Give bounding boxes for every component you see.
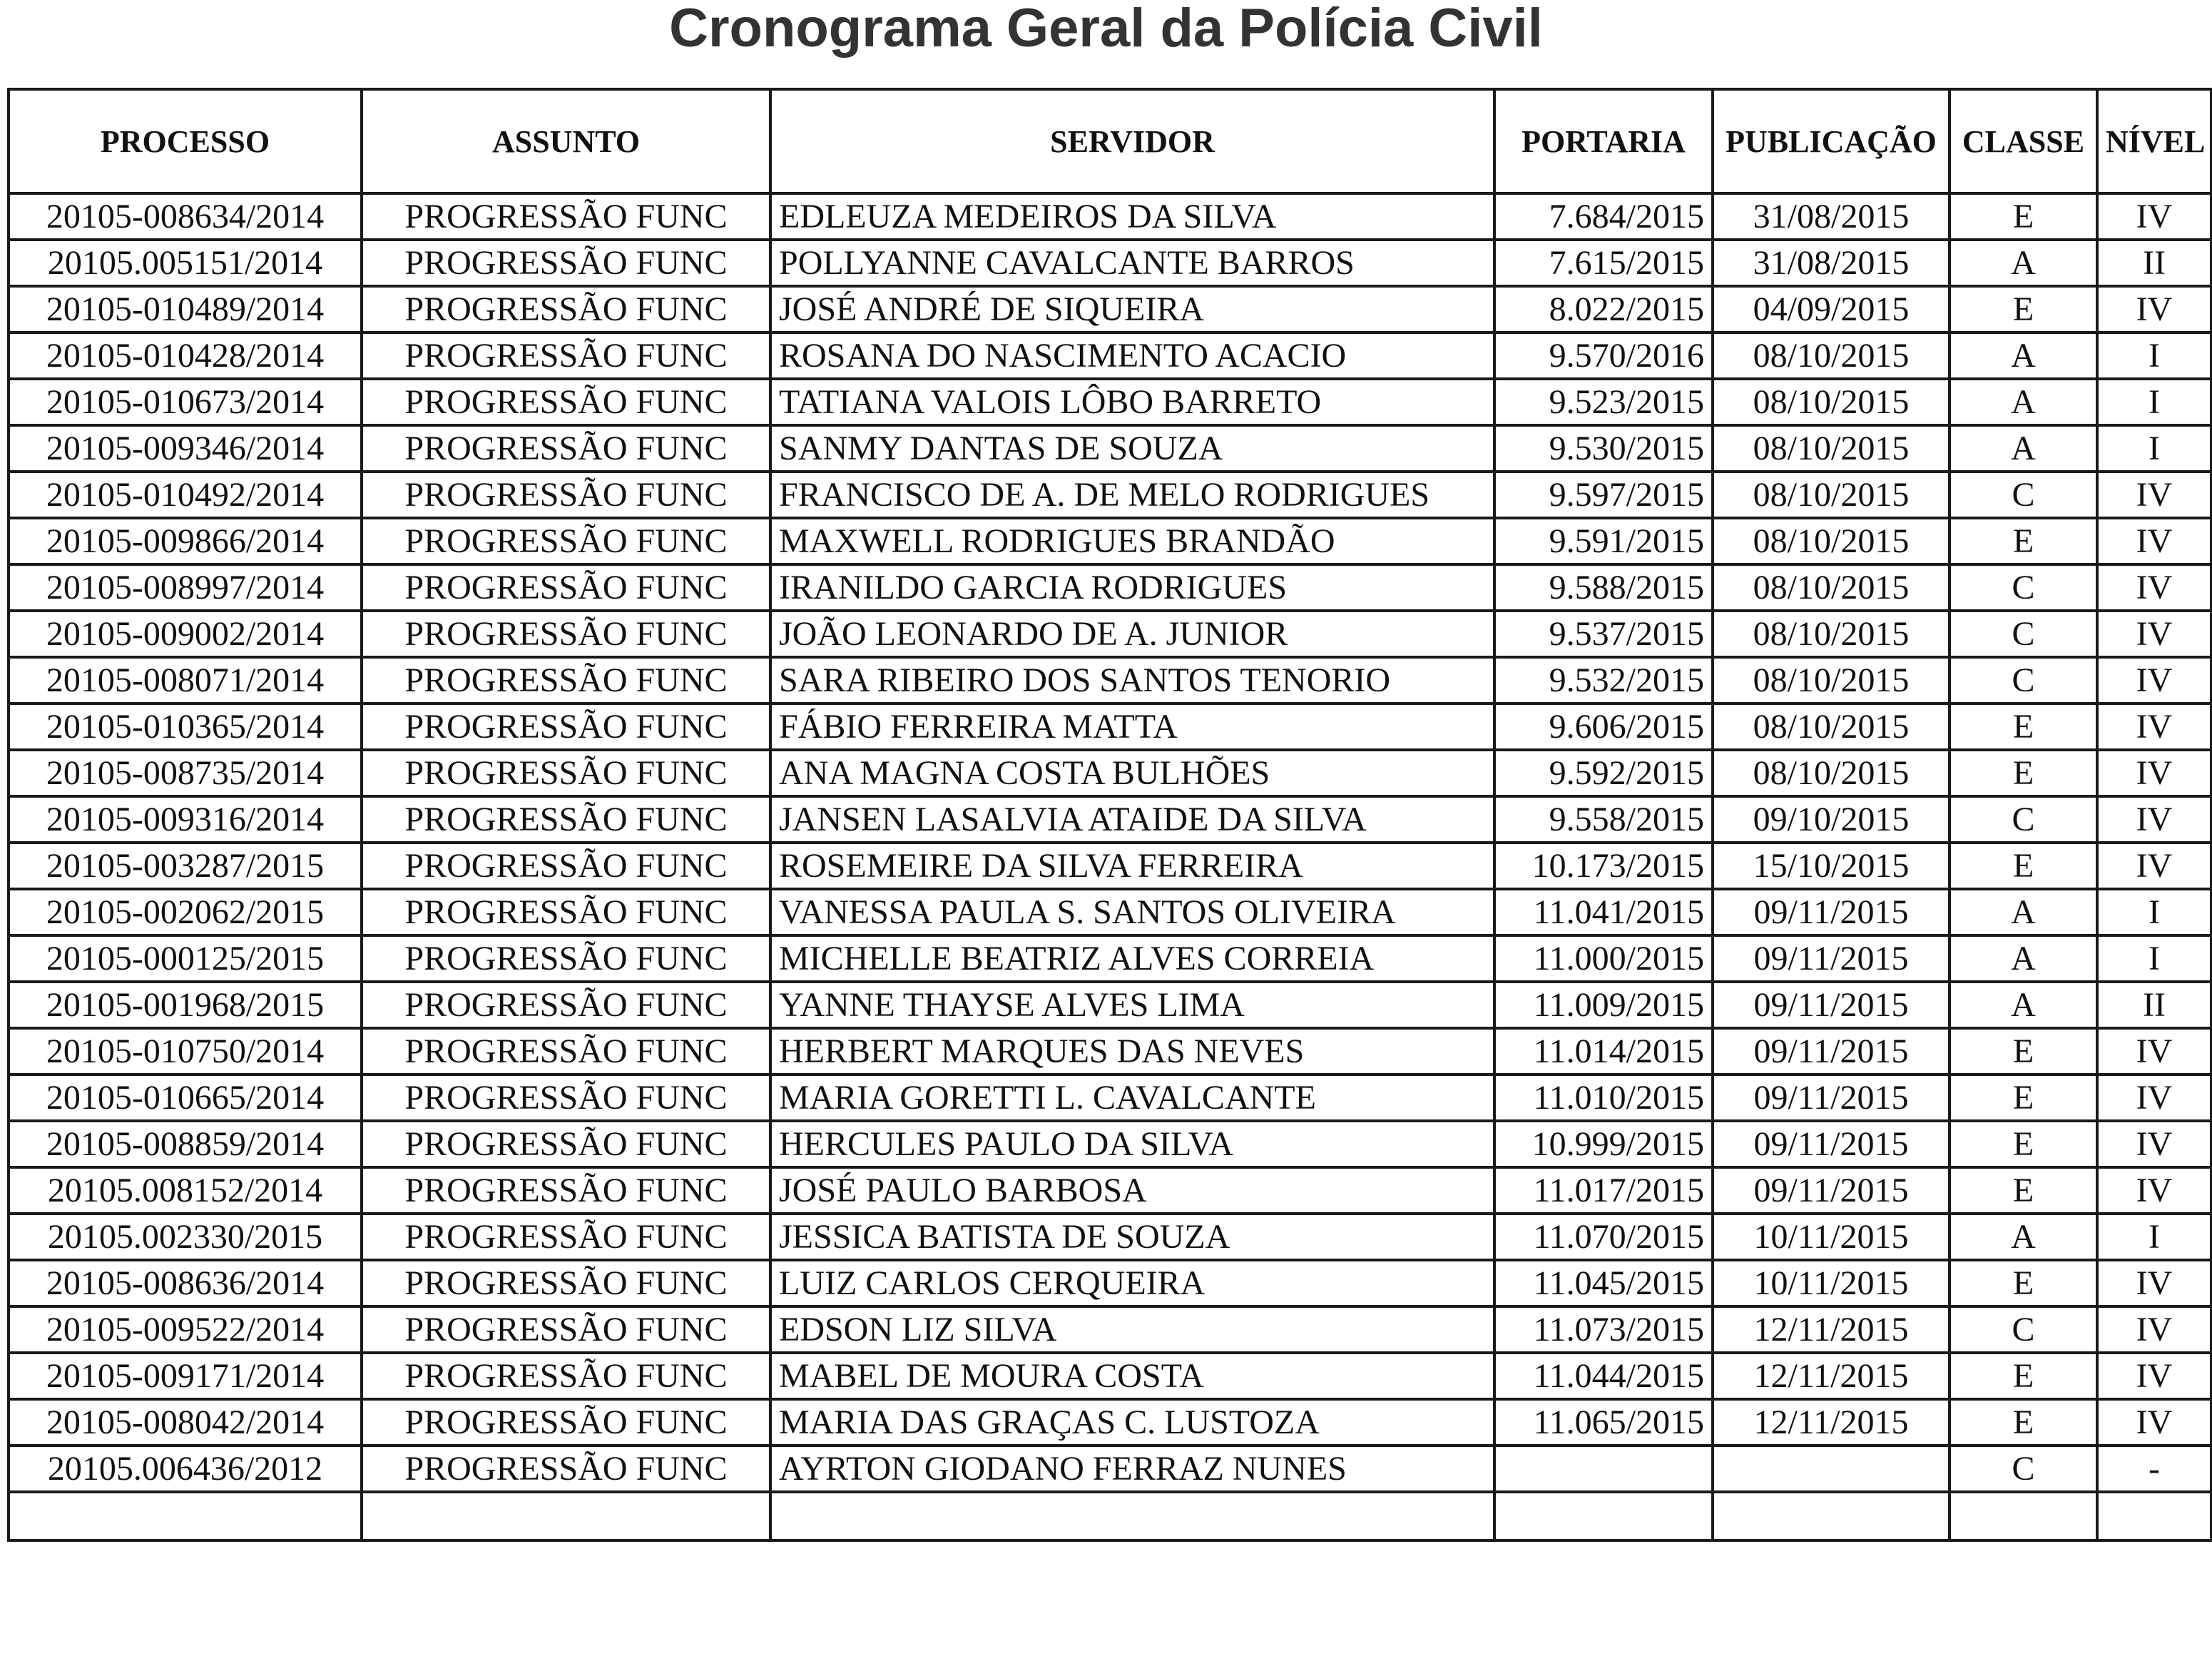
cell-portaria: 9.570/2016 bbox=[1494, 332, 1713, 379]
cell-assunto: PROGRESSÃO FUNC bbox=[362, 1075, 770, 1121]
cell-classe: A bbox=[1949, 240, 2097, 286]
cell-servidor: MICHELLE BEATRIZ ALVES CORREIA bbox=[770, 935, 1494, 982]
cell-processo: 20105-010365/2014 bbox=[9, 703, 362, 750]
table-row bbox=[9, 935, 2211, 982]
cell-nivel: I bbox=[2097, 379, 2211, 425]
cell-assunto: PROGRESSÃO FUNC bbox=[362, 564, 770, 611]
cell-processo: 20105-003287/2015 bbox=[9, 843, 362, 889]
table-row bbox=[9, 750, 2211, 796]
cell-portaria: 8.022/2015 bbox=[1494, 286, 1713, 332]
cell-classe: E bbox=[1949, 750, 2097, 796]
cell-classe: C bbox=[1949, 657, 2097, 703]
cell-processo: 20105-008997/2014 bbox=[9, 564, 362, 611]
header-classe: CLASSE bbox=[1949, 89, 2097, 193]
table-row bbox=[9, 982, 2211, 1028]
cell-assunto: PROGRESSÃO FUNC bbox=[362, 1214, 770, 1260]
table-row bbox=[9, 1306, 2211, 1353]
cell-publicacao: 15/10/2015 bbox=[1713, 843, 1949, 889]
cell-servidor: SANMY DANTAS DE SOUZA bbox=[770, 425, 1494, 472]
cell-processo: 20105-008636/2014 bbox=[9, 1260, 362, 1306]
cell-publicacao bbox=[1713, 1446, 1949, 1492]
cell-portaria: 11.009/2015 bbox=[1494, 982, 1713, 1028]
cell-nivel: IV bbox=[2097, 611, 2211, 657]
cell-assunto: PROGRESSÃO FUNC bbox=[362, 982, 770, 1028]
cell-processo: 20105-010665/2014 bbox=[9, 1075, 362, 1121]
table-row bbox=[9, 193, 2211, 240]
cell-assunto: PROGRESSÃO FUNC bbox=[362, 1028, 770, 1075]
cell-assunto: PROGRESSÃO FUNC bbox=[362, 1399, 770, 1446]
cell-publicacao: 09/11/2015 bbox=[1713, 1075, 1949, 1121]
cell-classe: A bbox=[1949, 332, 2097, 379]
cell-assunto: PROGRESSÃO FUNC bbox=[362, 518, 770, 564]
cell-assunto: PROGRESSÃO FUNC bbox=[362, 1446, 770, 1492]
cell-nivel: IV bbox=[2097, 1028, 2211, 1075]
cell-assunto: PROGRESSÃO FUNC bbox=[362, 425, 770, 472]
cell-publicacao: 09/11/2015 bbox=[1713, 1167, 1949, 1214]
cell-servidor: SARA RIBEIRO DOS SANTOS TENORIO bbox=[770, 657, 1494, 703]
header-portaria: PORTARIA bbox=[1494, 89, 1713, 193]
cell-publicacao: 09/11/2015 bbox=[1713, 982, 1949, 1028]
cell-assunto: PROGRESSÃO FUNC bbox=[362, 1306, 770, 1353]
cell-publicacao: 08/10/2015 bbox=[1713, 657, 1949, 703]
cell-processo: 20105-010492/2014 bbox=[9, 472, 362, 518]
cell-processo: 20105-010489/2014 bbox=[9, 286, 362, 332]
cell-portaria: 7.615/2015 bbox=[1494, 240, 1713, 286]
cell-nivel: II bbox=[2097, 240, 2211, 286]
cell-portaria: 9.532/2015 bbox=[1494, 657, 1713, 703]
page-title: Cronograma Geral da Polícia Civil bbox=[669, 0, 1543, 59]
table-row bbox=[9, 286, 2211, 332]
header-assunto: ASSUNTO bbox=[362, 89, 770, 193]
cell-portaria: 11.065/2015 bbox=[1494, 1399, 1713, 1446]
cell-classe: E bbox=[1949, 703, 2097, 750]
cell-processo: 20105.005151/2014 bbox=[9, 240, 362, 286]
cell-classe: E bbox=[1949, 843, 2097, 889]
cell-nivel: I bbox=[2097, 935, 2211, 982]
cell-portaria: 9.537/2015 bbox=[1494, 611, 1713, 657]
table-row bbox=[9, 843, 2211, 889]
cell-portaria: 9.606/2015 bbox=[1494, 703, 1713, 750]
cell-processo: 20105-009346/2014 bbox=[9, 425, 362, 472]
table-row bbox=[9, 332, 2211, 379]
cell-publicacao: 09/10/2015 bbox=[1713, 796, 1949, 843]
cell-servidor: TATIANA VALOIS LÔBO BARRETO bbox=[770, 379, 1494, 425]
cell-processo: 20105-009522/2014 bbox=[9, 1306, 362, 1353]
cell-servidor: FRANCISCO DE A. DE MELO RODRIGUES bbox=[770, 472, 1494, 518]
cell-servidor: YANNE THAYSE ALVES LIMA bbox=[770, 982, 1494, 1028]
cell-servidor: JESSICA BATISTA DE SOUZA bbox=[770, 1214, 1494, 1260]
cell-portaria: 11.045/2015 bbox=[1494, 1260, 1713, 1306]
table-row bbox=[9, 472, 2211, 518]
cell-assunto: PROGRESSÃO FUNC bbox=[362, 332, 770, 379]
table-row bbox=[9, 1446, 2211, 1492]
cell-assunto: PROGRESSÃO FUNC bbox=[362, 657, 770, 703]
cell-servidor: POLLYANNE CAVALCANTE BARROS bbox=[770, 240, 1494, 286]
cell-publicacao: 08/10/2015 bbox=[1713, 611, 1949, 657]
cell-classe: E bbox=[1949, 1028, 2097, 1075]
cell-publicacao: 31/08/2015 bbox=[1713, 240, 1949, 286]
cell-servidor: ANA MAGNA COSTA BULHÕES bbox=[770, 750, 1494, 796]
cell-assunto: PROGRESSÃO FUNC bbox=[362, 1167, 770, 1214]
cell-publicacao: 31/08/2015 bbox=[1713, 193, 1949, 240]
cell-assunto: PROGRESSÃO FUNC bbox=[362, 193, 770, 240]
cell-classe: C bbox=[1949, 472, 2097, 518]
cell-processo: 20105-008042/2014 bbox=[9, 1399, 362, 1446]
cell-servidor: JOÃO LEONARDO DE A. JUNIOR bbox=[770, 611, 1494, 657]
cell-nivel: IV bbox=[2097, 286, 2211, 332]
cell-publicacao bbox=[1713, 1492, 1949, 1540]
cell-nivel: IV bbox=[2097, 193, 2211, 240]
cell-portaria: 11.073/2015 bbox=[1494, 1306, 1713, 1353]
cell-processo: 20105.006436/2012 bbox=[9, 1446, 362, 1492]
cell-classe: E bbox=[1949, 1121, 2097, 1167]
cell-publicacao: 12/11/2015 bbox=[1713, 1306, 1949, 1353]
cell-nivel: IV bbox=[2097, 1399, 2211, 1446]
cell-assunto: PROGRESSÃO FUNC bbox=[362, 935, 770, 982]
cell-processo: 20105.008152/2014 bbox=[9, 1167, 362, 1214]
cell-assunto: PROGRESSÃO FUNC bbox=[362, 472, 770, 518]
cell-classe: E bbox=[1949, 286, 2097, 332]
cell-processo: 20105-008071/2014 bbox=[9, 657, 362, 703]
cell-publicacao: 08/10/2015 bbox=[1713, 564, 1949, 611]
cell-classe: C bbox=[1949, 564, 2097, 611]
cell-classe: A bbox=[1949, 425, 2097, 472]
cell-portaria: 9.591/2015 bbox=[1494, 518, 1713, 564]
cell-nivel: I bbox=[2097, 332, 2211, 379]
cell-processo: 20105-010750/2014 bbox=[9, 1028, 362, 1075]
cell-processo: 20105-001968/2015 bbox=[9, 982, 362, 1028]
table-row bbox=[9, 1167, 2211, 1214]
cell-processo: 20105.002330/2015 bbox=[9, 1214, 362, 1260]
cell-assunto: PROGRESSÃO FUNC bbox=[362, 1121, 770, 1167]
table-row bbox=[9, 889, 2211, 935]
cronograma-table bbox=[7, 88, 2212, 1542]
cell-servidor: EDLEUZA MEDEIROS DA SILVA bbox=[770, 193, 1494, 240]
cell-classe bbox=[1949, 1492, 2097, 1540]
table-row bbox=[9, 379, 2211, 425]
cell-servidor: EDSON LIZ SILVA bbox=[770, 1306, 1494, 1353]
cell-processo: 20105-009002/2014 bbox=[9, 611, 362, 657]
cell-portaria: 9.530/2015 bbox=[1494, 425, 1713, 472]
cell-assunto: PROGRESSÃO FUNC bbox=[362, 286, 770, 332]
cell-portaria bbox=[1494, 1492, 1713, 1540]
cell-portaria: 9.523/2015 bbox=[1494, 379, 1713, 425]
cell-nivel: I bbox=[2097, 425, 2211, 472]
cell-portaria: 11.000/2015 bbox=[1494, 935, 1713, 982]
cell-portaria: 11.044/2015 bbox=[1494, 1353, 1713, 1399]
cell-classe: C bbox=[1949, 611, 2097, 657]
cell-processo: 20105-009171/2014 bbox=[9, 1353, 362, 1399]
table-row bbox=[9, 657, 2211, 703]
cell-assunto: PROGRESSÃO FUNC bbox=[362, 611, 770, 657]
cell-portaria: 10.173/2015 bbox=[1494, 843, 1713, 889]
cell-nivel: IV bbox=[2097, 1353, 2211, 1399]
cell-portaria: 11.041/2015 bbox=[1494, 889, 1713, 935]
cell-nivel: IV bbox=[2097, 843, 2211, 889]
table-row bbox=[9, 1214, 2211, 1260]
cell-nivel: IV bbox=[2097, 796, 2211, 843]
cell-classe: A bbox=[1949, 935, 2097, 982]
cell-assunto: PROGRESSÃO FUNC bbox=[362, 703, 770, 750]
cell-assunto: PROGRESSÃO FUNC bbox=[362, 750, 770, 796]
cell-nivel: IV bbox=[2097, 518, 2211, 564]
cell-servidor: LUIZ CARLOS CERQUEIRA bbox=[770, 1260, 1494, 1306]
cell-nivel bbox=[2097, 1492, 2211, 1540]
table-row bbox=[9, 703, 2211, 750]
cell-servidor: MARIA DAS GRAÇAS C. LUSTOZA bbox=[770, 1399, 1494, 1446]
cell-servidor: MARIA GORETTI L. CAVALCANTE bbox=[770, 1075, 1494, 1121]
cell-classe: E bbox=[1949, 1075, 2097, 1121]
cell-publicacao: 09/11/2015 bbox=[1713, 1121, 1949, 1167]
cell-nivel: IV bbox=[2097, 1167, 2211, 1214]
cell-classe: A bbox=[1949, 889, 2097, 935]
cell-servidor: ROSEMEIRE DA SILVA FERREIRA bbox=[770, 843, 1494, 889]
cell-servidor: HERBERT MARQUES DAS NEVES bbox=[770, 1028, 1494, 1075]
cell-servidor: IRANILDO GARCIA RODRIGUES bbox=[770, 564, 1494, 611]
table-row bbox=[9, 564, 2211, 611]
cell-servidor: VANESSA PAULA S. SANTOS OLIVEIRA bbox=[770, 889, 1494, 935]
cell-publicacao: 12/11/2015 bbox=[1713, 1353, 1949, 1399]
cell-classe: C bbox=[1949, 1446, 2097, 1492]
cell-processo: 20105-000125/2015 bbox=[9, 935, 362, 982]
cell-classe: E bbox=[1949, 1399, 2097, 1446]
cell-portaria: 10.999/2015 bbox=[1494, 1121, 1713, 1167]
cell-nivel: I bbox=[2097, 1214, 2211, 1260]
table-row bbox=[9, 425, 2211, 472]
table-row bbox=[9, 1075, 2211, 1121]
cell-processo: 20105-010673/2014 bbox=[9, 379, 362, 425]
cell-nivel: IV bbox=[2097, 1075, 2211, 1121]
cell-portaria: 7.684/2015 bbox=[1494, 193, 1713, 240]
cell-processo: 20105-009316/2014 bbox=[9, 796, 362, 843]
cell-processo: 20105-008735/2014 bbox=[9, 750, 362, 796]
table-body bbox=[9, 193, 2211, 1540]
cell-classe: A bbox=[1949, 379, 2097, 425]
table-row bbox=[9, 1121, 2211, 1167]
cell-processo: 20105-008859/2014 bbox=[9, 1121, 362, 1167]
cell-nivel: IV bbox=[2097, 657, 2211, 703]
cell-classe: C bbox=[1949, 1306, 2097, 1353]
table-row bbox=[9, 518, 2211, 564]
table-row bbox=[9, 1260, 2211, 1306]
cell-assunto: PROGRESSÃO FUNC bbox=[362, 796, 770, 843]
cell-classe: E bbox=[1949, 518, 2097, 564]
cell-classe: A bbox=[1949, 982, 2097, 1028]
cell-assunto: PROGRESSÃO FUNC bbox=[362, 1353, 770, 1399]
table-row bbox=[9, 1399, 2211, 1446]
cell-nivel: - bbox=[2097, 1446, 2211, 1492]
cell-servidor: FÁBIO FERREIRA MATTA bbox=[770, 703, 1494, 750]
cell-publicacao: 09/11/2015 bbox=[1713, 1028, 1949, 1075]
cell-servidor: JOSÉ ANDRÉ DE SIQUEIRA bbox=[770, 286, 1494, 332]
cell-portaria: 11.017/2015 bbox=[1494, 1167, 1713, 1214]
cell-servidor: MABEL DE MOURA COSTA bbox=[770, 1353, 1494, 1399]
cell-assunto: PROGRESSÃO FUNC bbox=[362, 889, 770, 935]
cell-classe: E bbox=[1949, 1167, 2097, 1214]
cell-publicacao: 12/11/2015 bbox=[1713, 1399, 1949, 1446]
header-publicacao: PUBLICAÇÃO bbox=[1713, 89, 1949, 193]
cell-servidor: JOSÉ PAULO BARBOSA bbox=[770, 1167, 1494, 1214]
header-nivel: NÍVEL bbox=[2097, 89, 2211, 193]
cell-nivel: IV bbox=[2097, 1121, 2211, 1167]
table-row bbox=[9, 611, 2211, 657]
cell-servidor: AYRTON GIODANO FERRAZ NUNES bbox=[770, 1446, 1494, 1492]
cell-publicacao: 08/10/2015 bbox=[1713, 379, 1949, 425]
cell-nivel: I bbox=[2097, 889, 2211, 935]
cell-portaria: 9.558/2015 bbox=[1494, 796, 1713, 843]
table-row bbox=[9, 1492, 2211, 1540]
cell-publicacao: 08/10/2015 bbox=[1713, 518, 1949, 564]
cell-servidor: HERCULES PAULO DA SILVA bbox=[770, 1121, 1494, 1167]
cell-nivel: II bbox=[2097, 982, 2211, 1028]
cell-nivel: IV bbox=[2097, 750, 2211, 796]
cell-portaria: 11.014/2015 bbox=[1494, 1028, 1713, 1075]
cell-servidor bbox=[770, 1492, 1494, 1540]
cell-assunto: PROGRESSÃO FUNC bbox=[362, 1260, 770, 1306]
header-servidor: SERVIDOR bbox=[770, 89, 1494, 193]
table-row bbox=[9, 1028, 2211, 1075]
cell-classe: E bbox=[1949, 1353, 2097, 1399]
table-row bbox=[9, 1353, 2211, 1399]
cell-publicacao: 09/11/2015 bbox=[1713, 889, 1949, 935]
cell-portaria: 9.588/2015 bbox=[1494, 564, 1713, 611]
cell-processo bbox=[9, 1492, 362, 1540]
cell-publicacao: 08/10/2015 bbox=[1713, 425, 1949, 472]
cell-nivel: IV bbox=[2097, 1260, 2211, 1306]
cell-portaria: 9.597/2015 bbox=[1494, 472, 1713, 518]
cell-nivel: IV bbox=[2097, 472, 2211, 518]
table-row bbox=[9, 240, 2211, 286]
cell-publicacao: 08/10/2015 bbox=[1713, 750, 1949, 796]
cell-publicacao: 04/09/2015 bbox=[1713, 286, 1949, 332]
cell-processo: 20105-009866/2014 bbox=[9, 518, 362, 564]
cell-portaria: 9.592/2015 bbox=[1494, 750, 1713, 796]
cell-assunto: PROGRESSÃO FUNC bbox=[362, 240, 770, 286]
cell-processo: 20105-008634/2014 bbox=[9, 193, 362, 240]
cell-classe: A bbox=[1949, 1214, 2097, 1260]
header-processo: PROCESSO bbox=[9, 89, 362, 193]
cell-assunto: PROGRESSÃO FUNC bbox=[362, 379, 770, 425]
cell-assunto: PROGRESSÃO FUNC bbox=[362, 843, 770, 889]
cell-assunto bbox=[362, 1492, 770, 1540]
cell-publicacao: 10/11/2015 bbox=[1713, 1214, 1949, 1260]
cell-classe: E bbox=[1949, 193, 2097, 240]
cell-servidor: JANSEN LASALVIA ATAIDE DA SILVA bbox=[770, 796, 1494, 843]
cell-publicacao: 08/10/2015 bbox=[1713, 332, 1949, 379]
cell-classe: E bbox=[1949, 1260, 2097, 1306]
cell-publicacao: 08/10/2015 bbox=[1713, 703, 1949, 750]
cell-classe: C bbox=[1949, 796, 2097, 843]
cell-processo: 20105-010428/2014 bbox=[9, 332, 362, 379]
table-container bbox=[7, 88, 2210, 1542]
cell-publicacao: 10/11/2015 bbox=[1713, 1260, 1949, 1306]
cell-portaria: 11.010/2015 bbox=[1494, 1075, 1713, 1121]
cell-nivel: IV bbox=[2097, 564, 2211, 611]
cell-publicacao: 08/10/2015 bbox=[1713, 472, 1949, 518]
cell-servidor: ROSANA DO NASCIMENTO ACACIO bbox=[770, 332, 1494, 379]
cell-processo: 20105-002062/2015 bbox=[9, 889, 362, 935]
table-header-row bbox=[9, 89, 2211, 193]
cell-servidor: MAXWELL RODRIGUES BRANDÃO bbox=[770, 518, 1494, 564]
cell-publicacao: 09/11/2015 bbox=[1713, 935, 1949, 982]
cell-nivel: IV bbox=[2097, 1306, 2211, 1353]
cell-portaria: 11.070/2015 bbox=[1494, 1214, 1713, 1260]
cell-nivel: IV bbox=[2097, 703, 2211, 750]
cell-portaria bbox=[1494, 1446, 1713, 1492]
table-row bbox=[9, 796, 2211, 843]
